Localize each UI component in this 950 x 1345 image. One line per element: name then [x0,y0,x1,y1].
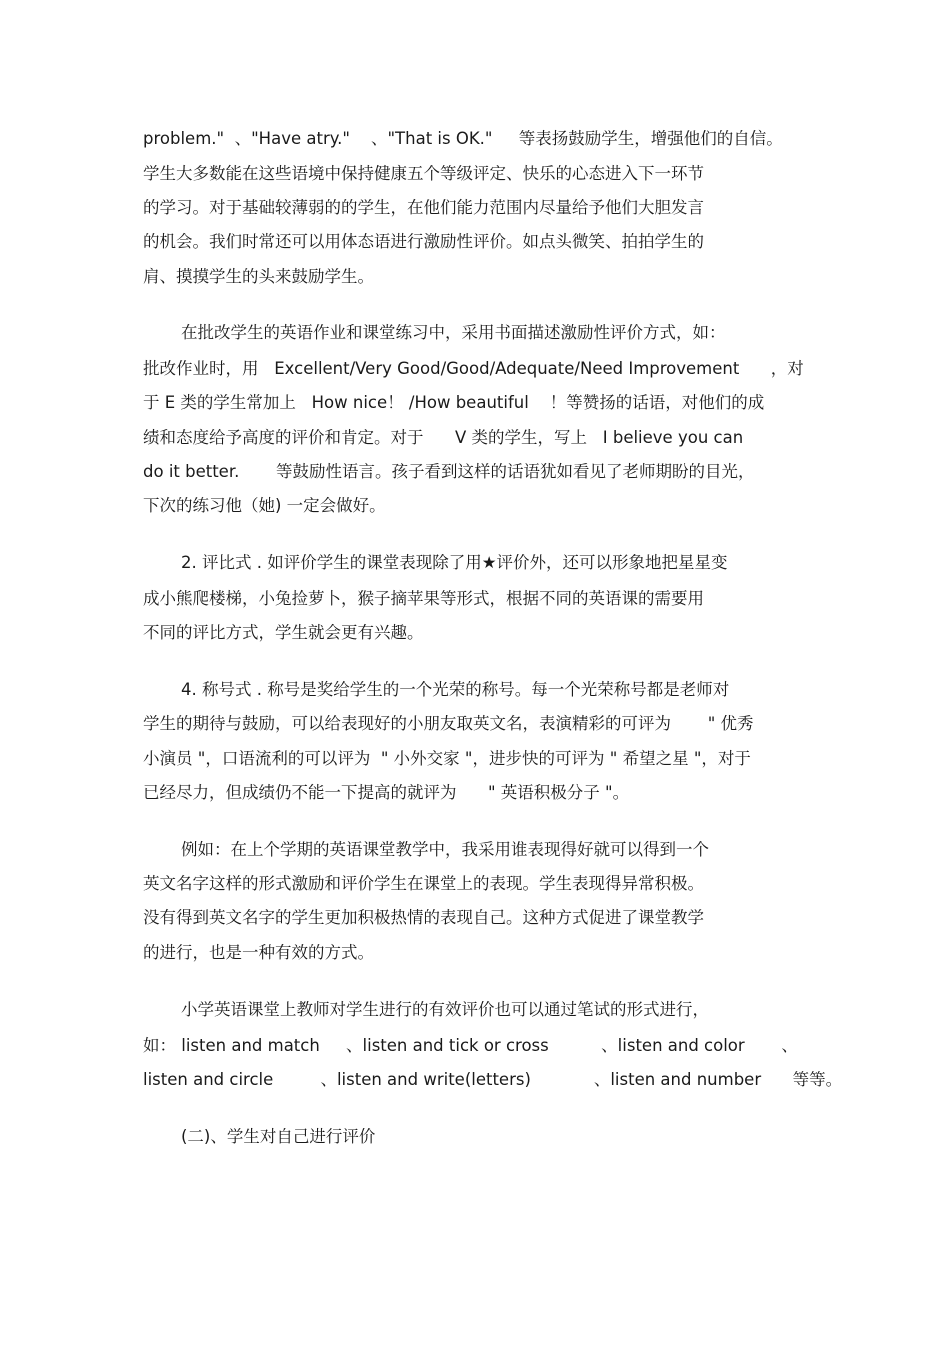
paragraph-5-line-4: 的进行，也是一种有效的方式。 [143,943,374,962]
paragraph-5-line-1: 例如：在上个学期的英语课堂教学中，我采用谁表现得好就可以得到一个 [181,840,709,859]
paragraph-2-line-1: 在批改学生的英语作业和课堂练习中，采用书面描述激励性评价方式，如： [181,323,726,342]
paragraph-2-line-4: 绩和态度给予高度的评价和肯定。对于 V 类的学生，写上 I believe you can [143,428,744,447]
paragraph-2-line-6: 下次的练习他（她) 一定会做好。 [143,496,386,515]
paragraph-1-line-1: problem." 、"Have atry." 、"That is OK." 等表扬鼓励学生，增强他们的自信。 [143,129,783,148]
paragraph-5-line-2: 英文名字这样的形式激励和评价学生在课堂上的表现。学生表现得异常积极。 [143,874,704,893]
paragraph-1-line-5: 肩、摸摸学生的头来鼓励学生。 [143,267,374,286]
paragraph-4-line-3: 小演员 "，口语流利的可以评为 " 小外交家 "，进步快的可评为 " 希望之星 "，对于 [143,749,751,768]
paragraph-6-line-3: listen and circle 、listen and write(letters) 、listen and number 等等。 [143,1070,843,1089]
paragraph-4-line-4: 已经尽力，但成绩仍不能一下提高的就评为 " 英语积极分子 "。 [143,783,630,802]
paragraph-2-line-5: do it better. 等鼓励性语言。孩子看到这样的话语犹如看见了老师期盼的目光， [143,462,755,481]
paragraph-6-line-1: 小学英语课堂上教师对学生进行的有效评价也可以通过笔试的形式进行， [181,1000,709,1019]
paragraph-5-line-3: 没有得到英文名字的学生更加积极热情的表现自己。这种方式促进了课堂教学 [143,908,704,927]
paragraph-3-line-2: 成小熊爬楼梯，小兔捡萝卜，猴子摘苹果等形式，根据不同的英语课的需要用 [143,589,704,608]
paragraph-1-line-2: 学生大多数能在这些语境中保持健康五个等级评定、快乐的心态进入下一环节 [143,164,704,183]
paragraph-1-line-3: 的学习。对于基础较薄弱的的学生，在他们能力范围内尽量给予他们大胆发言 [143,198,704,217]
paragraph-3-line-3: 不同的评比方式，学生就会更有兴趣。 [143,623,424,642]
paragraph-1-line-4: 的机会。我们时常还可以用体态语进行激励性评价。如点头微笑、拍拍学生的 [143,232,704,251]
paragraph-6-line-2: 如： listen and match 、listen and tick or cross 、listen and color 、 [143,1036,798,1055]
paragraph-4-line-2: 学生的期待与鼓励，可以给表现好的小朋友取英文名，表演精彩的可评为 " 优秀 [143,714,754,733]
paragraph-4-line-1: 4. 称号式 . 称号是奖给学生的一个光荣的称号。每一个光荣称号都是老师对 [181,680,730,699]
paragraph-2-line-2: 批改作业时，用 Excellent/Very Good/Good/Adequate/Need Improvement ，对 [143,359,804,378]
paragraph-3-line-1: 2. 评比式 . 如评价学生的课堂表现除了用★评价外，还可以形象地把星星变 [181,553,728,572]
paragraph-2-line-3: 于 E 类的学生常加上 How nice！ /How beautiful ！等赞扬的话语，对他们的成 [143,393,765,412]
section-heading: (二)、学生对自己进行评价 [181,1127,376,1146]
